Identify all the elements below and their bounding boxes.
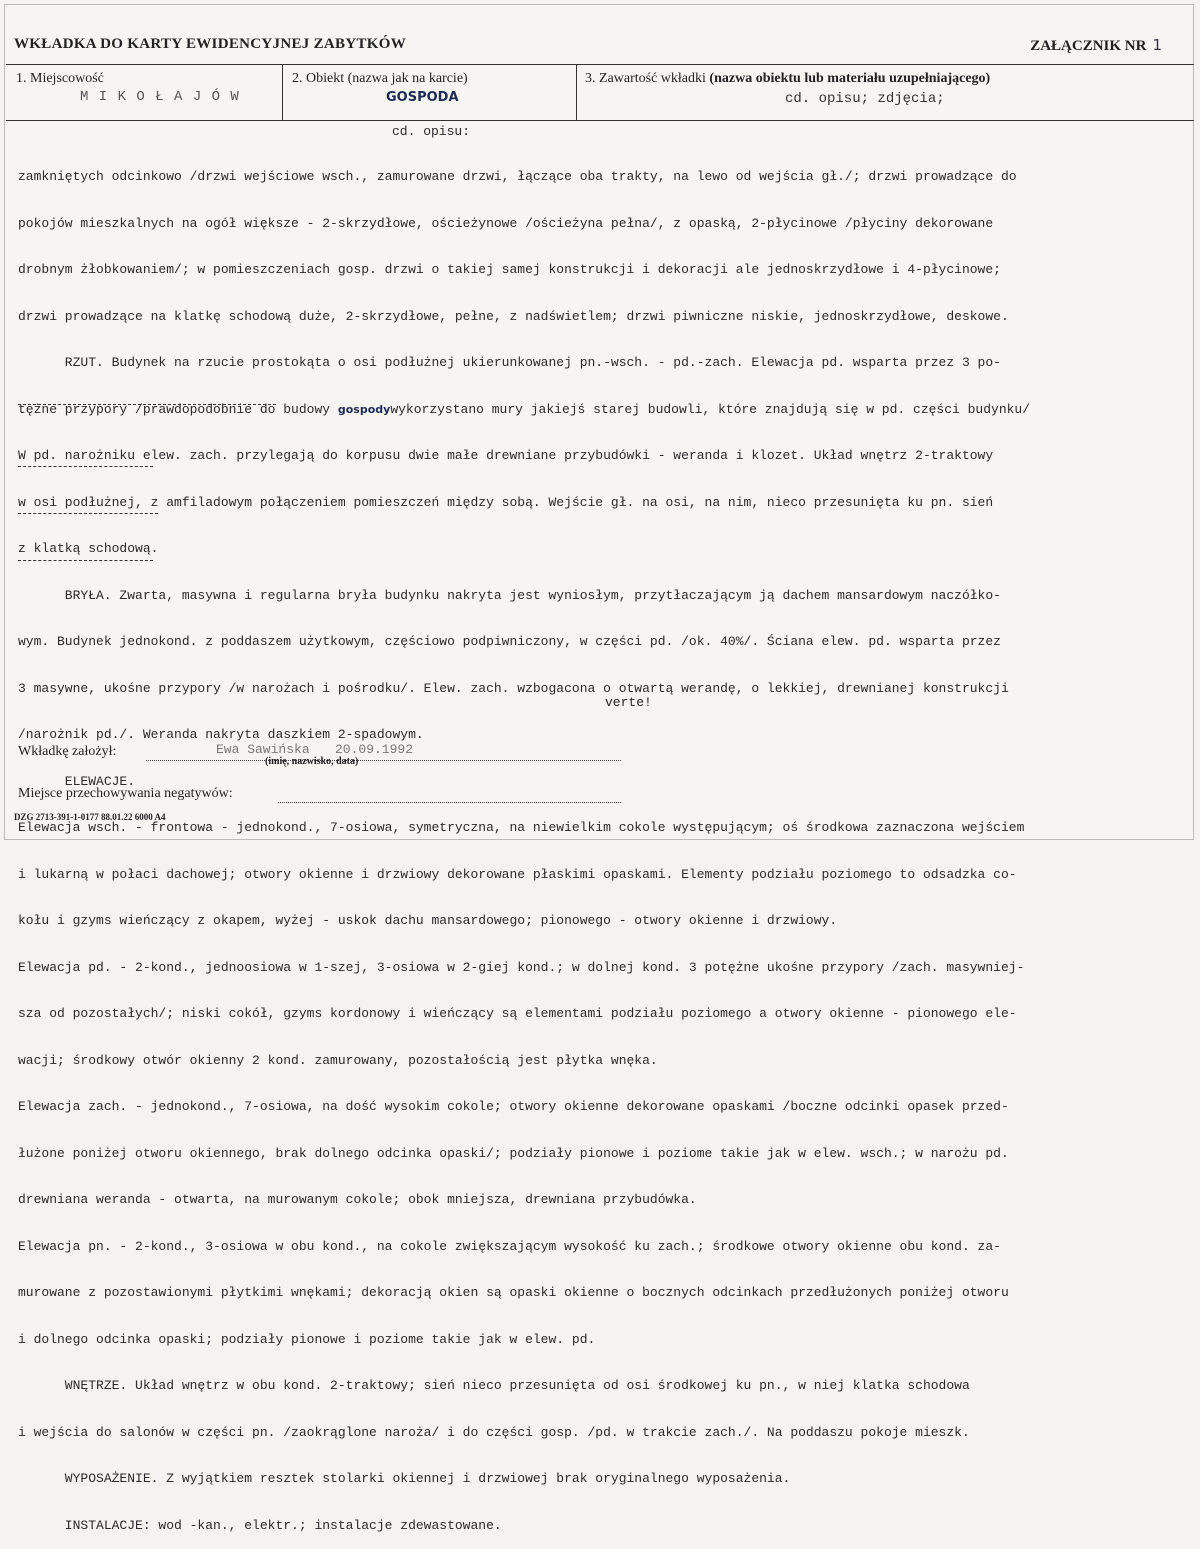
author-label: Wkładkę założył: xyxy=(18,744,117,759)
body-line: RZUT. Budynek na rzucie prostokąta o osi podłużnej ukierunkowanej pn.-wsch. - pd.-zach. Elewacja pd. wsparta przez 3 po- xyxy=(18,355,1001,370)
body-line: Elewacja pn. - 2-kond., 3-osiowa w obu kond., na cokole zwiększającym wysokość ku zach.; środkowe otwory okienne obu kond. za- xyxy=(18,1238,1001,1254)
body-line-6-rest: wykorzystano mury jakiejś starej budowli, które znajdują się w pd. części budynku/ xyxy=(390,401,1031,417)
field-separator-2 xyxy=(576,65,577,120)
annex-label xyxy=(1030,36,1162,55)
contents-label-num: 3. Zawartość wkładki xyxy=(585,71,706,86)
body-line: i lukarną w połaci dachowej; otwory okienne i drzwiowy dekorowane płaskimi opaskami. Elementy podziału poziomego to odsadzka co- xyxy=(18,866,1017,882)
object-label: 2. Obiekt (nazwa jak na karcie) xyxy=(292,71,468,86)
annex-number: 1 xyxy=(1152,36,1162,54)
body-line: wym. Budynek jednokond. z poddaszem użytkowym, częściowo podpiwniczony, w części pd. /ok. 40%/. Ściana elew. pd. wsparta przez xyxy=(18,634,1001,649)
heading-underline-west xyxy=(18,513,158,514)
heading-underline-east xyxy=(18,404,276,405)
heading-underline-south xyxy=(18,466,153,467)
body-line: wacji; środkowy otwór okienny 2 kond. zamurowany, pozostałością jest płytka wnęka. xyxy=(18,1052,658,1068)
contents-label-rest: (nazwa obiektu lub materiału uzupełniającego) xyxy=(709,71,991,86)
body-line: w osi podłużnej, z amfiladowym połączeniem pomieszczeń między sobą. Wejście gł. na osi, na nim, nieco przesunięta ku pn. sień xyxy=(18,494,994,510)
body-line: sza od pozostałych/; niski cokół, gzyms kordonowy i wieńczący są elementami podziału poziomego a otwory okienne - pionowego ele- xyxy=(18,1006,1017,1021)
body-line: drewniana weranda - otwarta, na murowanym cokole; obok mniejsza, drewniana przybudówka. xyxy=(18,1192,697,1207)
author-name: Ewa Sawińska xyxy=(216,742,310,757)
handwritten-insert: gospody xyxy=(337,402,391,416)
print-code: DZG 2713-391-1-0177 88.01.22 6000 A4 xyxy=(14,812,166,822)
negatives-label: Miejsce przechowywania negatywów: xyxy=(18,786,233,801)
body-line: łużone poniżej otworu okiennego, brak dolnego odcinka opaski/; podziały pionowe i poziome takie jak w elew. wsch.; w narożu pd. xyxy=(18,1145,1009,1161)
body-line: i dolnego odcinka opaski; podziały pionowe i poziome takie jak w elew. pd. xyxy=(18,1331,596,1347)
body-line: zamkniętych odcinkowo /drzwi wejściowe wsch., zamurowane drzwi, łączące oba trakty, na lewo od wejścia gł./; drzwi prowadzące do xyxy=(18,169,1017,184)
header-divider xyxy=(6,64,1194,65)
body-line: z klatką schodową. xyxy=(18,541,159,556)
body-line: W pd. narożniku elew. zach. przylegają do korpusu dwie małe drewniane przybudówki - weranda i klozet. Układ wnętrz 2-traktowy xyxy=(18,448,994,463)
form-title: WKŁADKA DO KARTY EWIDENCYJNEJ ZABYTKÓW xyxy=(14,36,407,52)
body-line: Elewacja wsch. - frontowa - jednokond., 7-osiowa, symetryczna, na niewielkim cokole występującym; oś środkowa zaznaczona wejściem xyxy=(18,820,1025,835)
annex-label-text: ZAŁĄCZNIK NR xyxy=(1030,38,1147,54)
author-dotted-line xyxy=(146,760,621,761)
object-value: GOSPODA xyxy=(386,90,459,105)
place-value: M I K O Ł A J Ó W xyxy=(80,89,240,105)
body-line: /narożnik pd./. Weranda nakryta daszkiem 2-spadowym. xyxy=(18,727,424,742)
body-line: kołu i gzyms wieńczący z okapem, wyżej - uskok dachu mansardowego; pionowego - otwory okienne i drzwiowy. xyxy=(18,913,838,928)
negatives-dotted-line xyxy=(278,802,621,803)
contents-value: cd. opisu; zdjęcia; xyxy=(785,91,945,107)
body-line: drobnym żłobkowaniem/; w pomieszczeniach gosp. drzwi o takiej samej konstrukcji i dekoracji ale jednoskrzydłowe i 4-płycinowe; xyxy=(18,262,1001,277)
author-date: 20.09.1992 xyxy=(335,742,414,757)
fields-divider xyxy=(6,120,1194,121)
body-line: ELEWACJE. xyxy=(18,773,136,789)
body-line: Elewacja pd. - 2-kond., jednoosiowa w 1-szej, 3-osiowa w 2-giej kond.; w dolnej kond. 3 potężne ukośne przypory /zach. masywniej- xyxy=(18,959,1025,975)
verte-note: verte! xyxy=(605,695,652,710)
description-body xyxy=(18,138,1193,1549)
body-line: i wejścia do salonów w części pn. /zaokrąglone naroża/ i do części gosp. /pd. w trakcie zach./. Na poddaszu pokoje mieszk. xyxy=(18,1424,970,1440)
body-line-6-start: tężne przypory /prawdopodobnie do budowy xyxy=(18,401,338,417)
body-line: pokojów mieszkalnych na ogół większe - 2-skrzydłowe, ościeżynowe /ościeżyna pełna/, z opaską, 2-płycinowe /płyciny dekorowane xyxy=(18,215,994,231)
body-line: 3 masywne, ukośne przypory /w narożach i pośrodku/. Elew. zach. wzbogacona o otwartą werandę, o lekkiej, drewnianej konstrukcji xyxy=(18,680,1009,696)
contents-label xyxy=(585,71,990,87)
heading-underline-north xyxy=(18,560,153,561)
body-line: Elewacja zach. - jednokond., 7-osiowa, na dość wysokim cokole; otwory okienne dekorowane opaskami /boczne odcinki opasek przed- xyxy=(18,1099,1009,1114)
field-separator-1 xyxy=(282,65,283,120)
body-line: WNĘTRZE. Układ wnętrz w obu kond. 2-traktowy; sień nieco przesunięta od osi środkowej ku pn., w niej klatka schodowa xyxy=(18,1378,970,1393)
place-label: 1. Miejscowość xyxy=(16,71,104,86)
body-line: WYPOSAŻENIE. Z wyjątkiem resztek stolarki okiennej i drzwiowej brak oryginalnego wyposażenia. xyxy=(18,1471,791,1486)
body-line: murowane z pozostawionymi płytkimi wnękami; dekoracją okien są opaski okienne o bocznych odcinkach przedłużonych poniżej otworu xyxy=(18,1285,1009,1300)
body-heading: cd. opisu: xyxy=(392,124,471,139)
body-line: INSTALACJE: wod -kan., elektr.; instalacje zdewastowane. xyxy=(18,1517,502,1533)
body-line: drzwi prowadzące na klatkę schodową duże, 2-skrzydłowe, pełne, z nadświetlem; drzwi piwniczne niskie, jednoskrzydłowe, deskowe. xyxy=(18,308,1009,324)
author-caption: (imię, nazwisko, data) xyxy=(265,756,359,767)
body-line: BRYŁA. Zwarta, masywna i regularna bryła budynku nakryta jest wyniosłym, przytłaczającym ją dachem mansardowym naczółko- xyxy=(18,587,1001,603)
